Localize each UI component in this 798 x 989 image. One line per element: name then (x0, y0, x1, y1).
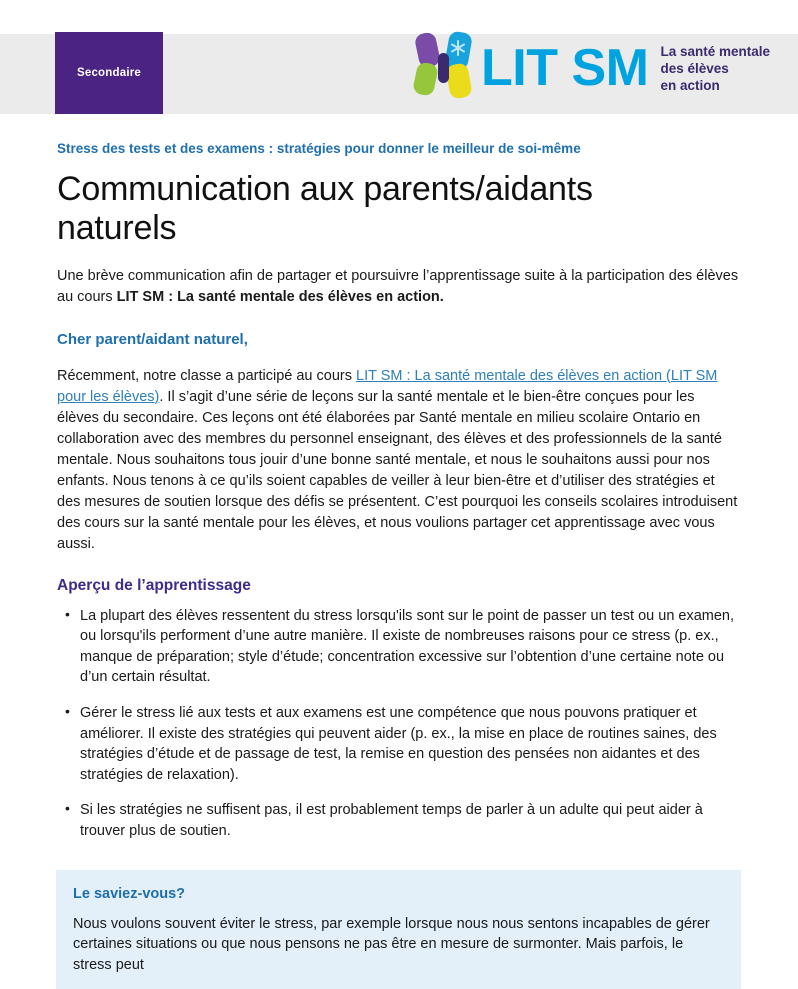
lead-paragraph (57, 266, 740, 307)
callout-body: Nous voulons souvent éviter le stress, par exemple lorsque nous nous sentons incapables de gérer certaines situations ou que nous pensons ne pas être en mesure de surmonter. Mais parfois, le stress peut (73, 914, 721, 976)
lead-text: Une brève communication afin de partager et poursuivre l’apprentissage suite à la participation des élèves au cours (57, 268, 738, 305)
brand-tagline (660, 41, 770, 94)
brand-wordmark: LIT SM (481, 42, 648, 94)
lead-course-name: LIT SM : La santé mentale des élèves en action. (117, 289, 444, 305)
brand-lockup (413, 20, 770, 116)
page-title: Communication aux parents/aidants naturels (57, 170, 677, 249)
document-content (0, 140, 798, 989)
brand-tagline-line-2: des élèves (660, 61, 770, 78)
salutation-heading: Cher parent/aidant naturel, (57, 331, 740, 348)
document-eyebrow: Stress des tests et des examens : stratégies pour donner le meilleur de soi-même (57, 140, 740, 158)
brand-tagline-line-3: en action (660, 78, 770, 95)
body-text-before-link: Récemment, notre classe a participé au cours (57, 368, 356, 384)
did-you-know-callout (56, 870, 741, 989)
level-badge: Secondaire (55, 32, 163, 114)
course-link[interactable]: LIT SM : La santé mentale des élèves en action (LIT SM pour les élèves) (57, 368, 717, 405)
overview-bullet-list (57, 606, 740, 842)
list-item: • La plupart des élèves ressentent du stress lorsqu'ils sont sur le point de passer un test ou un examen, ou lorsqu'ils performent d’une autre manière. Il existe de nombreuses raisons pour ce stress (p. ex., manque de préparation; style d’étude; concentration excessive sur l’obtention d’une certaine note ou d’un certain résultat. (79, 606, 740, 688)
overview-section-title: Aperçu de l’apprentissage (57, 577, 740, 595)
page-header-band (0, 34, 798, 114)
callout-title: Le saviez-vous? (73, 886, 721, 902)
body-text-after-link: . Il s’agit d’une série de leçons sur la santé mentale et le bien-être conçues pour les élèves du secondaire. Ces leçons ont été élaborées par Santé mentale en milieu scolaire Ontario en collaboration avec des membres du personnel enseignant, des élèves et des professionnels de la santé mentale. Nous souhaitons tous jouir d’une bonne santé mentale, et nous le souhaitons aussi pour nos enfants. Nous tenons à ce qu’ils soient capables de veiller à leur bien-être et d’utiliser des stratégies et des mesures de soutien lorsque des défis se présentent. C’est pourquoi les conseils scolaires introduisent des cours sur la santé mentale pour les élèves, et nous voulions partager cet apprentissage avec vous aussi. (57, 389, 737, 552)
butterfly-logo-icon (413, 31, 475, 105)
list-item: • Si les stratégies ne suffisent pas, il est probablement temps de parler à un adulte qui peut aider à trouver plus de soutien. (79, 800, 740, 841)
brand-tagline-line-1: La santé mentale (660, 44, 770, 61)
list-item: • Gérer le stress lié aux tests et aux examens est une compétence que nous pouvons pratiquer et améliorer. Il existe des stratégies qui peuvent aider (p. ex., la mise en place de routines saines, des stratégies d’étude et de passage de test, la remise en question des pensées non aidantes et des stratégies de relaxation). (79, 703, 740, 785)
body-paragraph (57, 366, 740, 555)
